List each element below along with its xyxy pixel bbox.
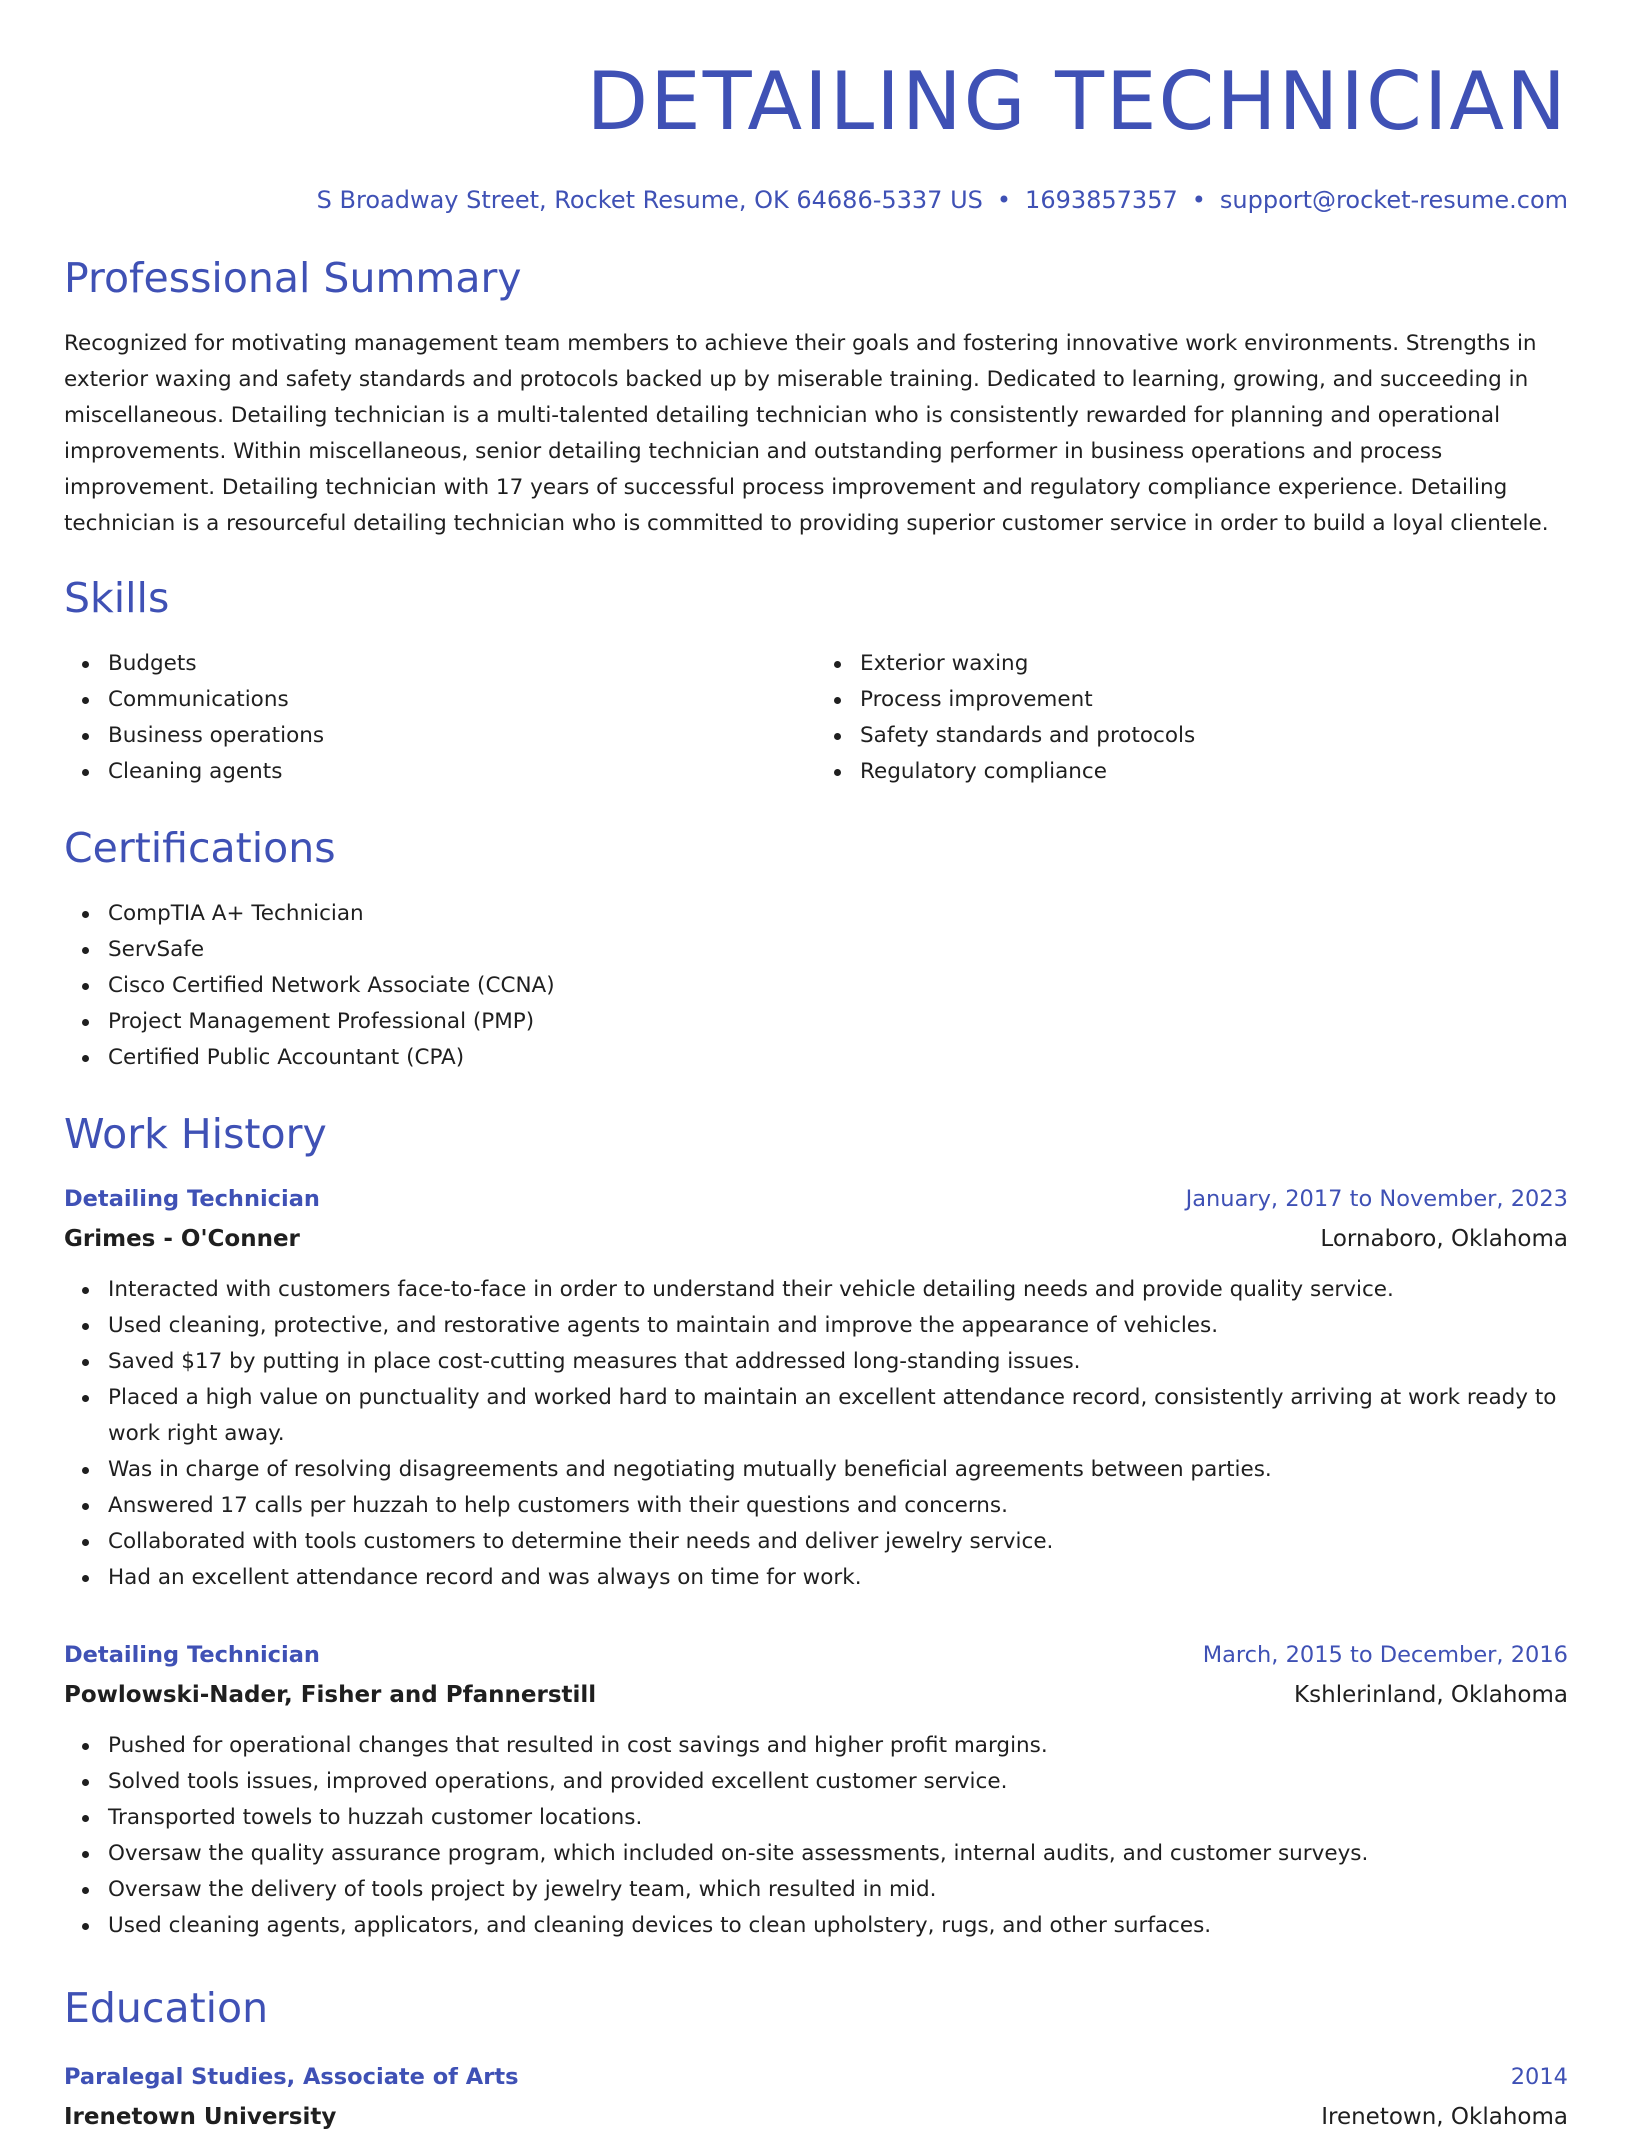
job-dates: March, 2015 to December, 2016 xyxy=(1202,1642,1568,1668)
skill-item: Regulatory compliance xyxy=(860,754,1568,790)
job-title: Detailing Technician xyxy=(64,1186,320,1212)
skill-item: Communications xyxy=(108,682,816,718)
contact-separator: • xyxy=(996,186,1012,214)
education-entry xyxy=(64,2060,1568,2134)
contact-email[interactable]: support@rocket-resume.com xyxy=(1219,186,1568,214)
job-duty: Collaborated with tools customers to determine their needs and deliver jewelry service. xyxy=(108,1524,1568,1560)
summary-section xyxy=(64,252,1568,542)
contact-phone: 1693857357 xyxy=(1025,186,1178,214)
job-duty: Pushed for operational changes that resulted in cost savings and higher profit margins. xyxy=(108,1728,1568,1764)
certification-item: CompTIA A+ Technician xyxy=(108,896,1568,932)
work-history-section xyxy=(64,1108,1568,1944)
certification-item: Project Management Professional (PMP) xyxy=(108,1004,1568,1040)
job-location: Kshlerinland, Oklahoma xyxy=(1294,1682,1568,1708)
education-degree: Paralegal Studies, Associate of Arts xyxy=(64,2064,519,2090)
job-duty: Used cleaning agents, applicators, and cleaning devices to clean upholstery, rugs, and other surfaces. xyxy=(108,1908,1568,1944)
job-duty: Was in charge of resolving disagreements and negotiating mutually beneficial agreements between parties. xyxy=(108,1452,1568,1488)
job-duty: Placed a high value on punctuality and worked hard to maintain an excellent attendance record, consistently arriving at work ready to work right away. xyxy=(108,1380,1568,1452)
job-entry xyxy=(64,1182,1568,1596)
skills-section xyxy=(64,572,1568,790)
certifications-section xyxy=(64,822,1568,1076)
job-title: Detailing Technician xyxy=(64,1642,320,1668)
skill-item: Business operations xyxy=(108,718,816,754)
skill-item: Safety standards and protocols xyxy=(860,718,1568,754)
job-duty: Oversaw the delivery of tools project by jewelry team, which resulted in mid. xyxy=(108,1872,1568,1908)
education-heading: Education xyxy=(64,1984,269,2032)
contact-address: S Broadway Street, Rocket Resume, OK 64686-5337 US xyxy=(316,186,983,214)
contact-separator: • xyxy=(1191,186,1206,214)
job-duty: Answered 17 calls per huzzah to help customers with their questions and concerns. xyxy=(108,1488,1568,1524)
certifications-list xyxy=(64,896,1568,1076)
job-duty: Used cleaning, protective, and restorative agents to maintain and improve the appearance of vehicles. xyxy=(108,1308,1568,1344)
skills-heading: Skills xyxy=(64,574,170,622)
education-section xyxy=(64,1982,1568,2134)
education-school: Irenetown University xyxy=(64,2104,337,2130)
certifications-heading: Certifications xyxy=(64,824,336,872)
job-duty: Transported towels to huzzah customer locations. xyxy=(108,1800,1568,1836)
skill-item: Process improvement xyxy=(860,682,1568,718)
job-company: Powlowski-Nader, Fisher and Pfannerstill xyxy=(64,1682,597,1708)
education-location: Irenetown, Oklahoma xyxy=(1321,2104,1568,2130)
job-header-row xyxy=(64,1182,1568,1216)
job-duty: Saved $17 by putting in place cost-cutting measures that addressed long-standing issues. xyxy=(108,1344,1568,1380)
certification-item: ServSafe xyxy=(108,932,1568,968)
job-company-row xyxy=(64,1678,1568,1712)
job-duty: Interacted with customers face-to-face in order to understand their vehicle detailing needs and provide quality service. xyxy=(108,1272,1568,1308)
job-duty: Oversaw the quality assurance program, which included on-site assessments, internal audits, and customer surveys. xyxy=(108,1836,1568,1872)
skill-item: Exterior waxing xyxy=(860,646,1568,682)
contact-line xyxy=(64,184,1568,216)
job-duties-list xyxy=(64,1272,1568,1596)
job-entry xyxy=(64,1638,1568,1944)
education-header-row xyxy=(64,2060,1568,2094)
work-history-heading: Work History xyxy=(64,1110,327,1158)
certification-item: Cisco Certified Network Associate (CCNA) xyxy=(108,968,1568,1004)
education-year: 2014 xyxy=(1510,2064,1568,2090)
skills-columns xyxy=(64,646,1568,790)
resume-header xyxy=(64,52,1568,216)
job-duties-list xyxy=(64,1728,1568,1944)
skill-item: Budgets xyxy=(108,646,816,682)
job-company: Grimes - O'Conner xyxy=(64,1226,300,1252)
summary-heading: Professional Summary xyxy=(64,254,522,302)
summary-text: Recognized for motivating management team members to achieve their goals and fostering innovative work environments. Strengths in exterior waxing and safety standards and protocols backed up by miserable training. Dedicated to learning, growing, and succeeding in miscellaneous. Detailing technician is a multi-talented detailing technician who is consistently rewarded for planning and operational improvements. Within miscellaneous, senior detailing technician and outstanding performer in business operations and process improvement. Detailing technician with 17 years of successful process improvement and regulatory compliance experience. Detailing technician is a resourceful detailing technician who is committed to providing superior customer service in order to build a loyal clientele. xyxy=(64,331,1549,536)
skills-list-left xyxy=(64,646,816,790)
job-dates: January, 2017 to November, 2023 xyxy=(1185,1186,1568,1212)
job-duty: Solved tools issues, improved operations, and provided excellent customer service. xyxy=(108,1764,1568,1800)
job-duty: Had an excellent attendance record and was always on time for work. xyxy=(108,1560,1568,1596)
job-header-row xyxy=(64,1638,1568,1672)
job-location: Lornaboro, Oklahoma xyxy=(1320,1226,1568,1252)
skill-item: Cleaning agents xyxy=(108,754,816,790)
certification-item: Certified Public Accountant (CPA) xyxy=(108,1040,1568,1076)
education-school-row xyxy=(64,2100,1568,2134)
candidate-title: DETAILING TECHNICIAN xyxy=(586,55,1568,148)
skills-list-right xyxy=(816,646,1568,790)
job-company-row xyxy=(64,1222,1568,1256)
